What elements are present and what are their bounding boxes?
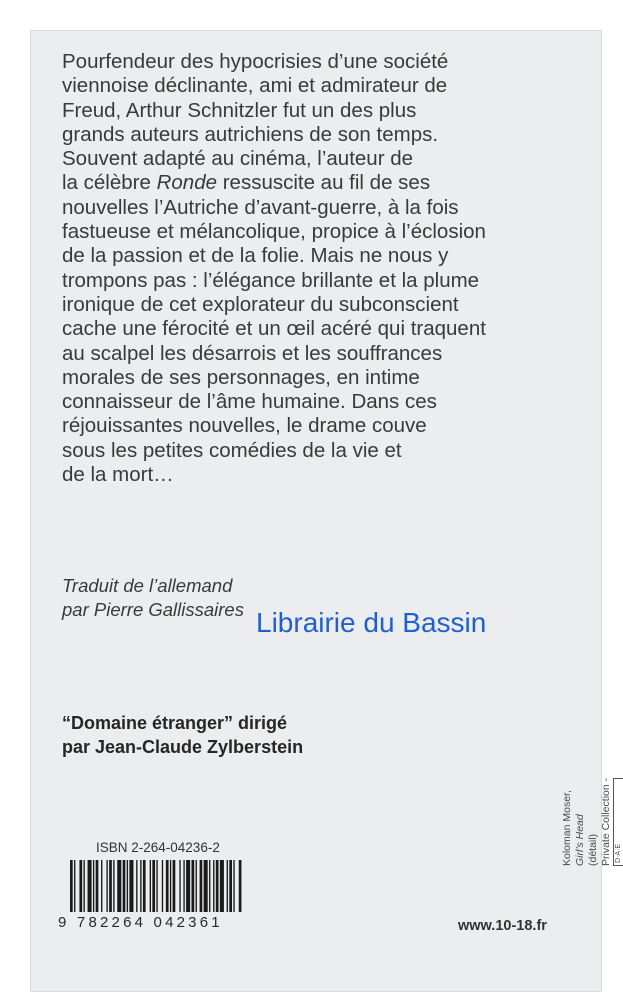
blurb-line: morales de ses personnages, en intime bbox=[62, 365, 420, 389]
book-title-ronde: Ronde bbox=[156, 171, 218, 195]
blurb-text bbox=[62, 50, 582, 487]
barcode bbox=[70, 860, 298, 912]
blurb-line: cache une férocité et un œil acéré qui traquent bbox=[62, 317, 486, 341]
barcode-bar bbox=[162, 860, 163, 912]
blurb-line: Freud, Arthur Schnitzler fut un des plus bbox=[62, 98, 417, 122]
barcode-bar bbox=[96, 860, 99, 912]
translator-credit bbox=[62, 574, 244, 622]
credit-line-2 bbox=[600, 778, 623, 866]
blurb-fragment: ressuscite au fil de ses bbox=[217, 171, 431, 195]
barcode-bar bbox=[196, 860, 197, 912]
barcode-bar bbox=[239, 860, 242, 912]
barcode-bar bbox=[216, 860, 219, 912]
blurb-line: nouvelles l’Autriche d’avant-guerre, à la fois bbox=[62, 195, 459, 219]
credit-artwork-title: Girl’s Head bbox=[574, 814, 586, 866]
blurb-line: connaisseur de l’âme humaine. Dans ces bbox=[62, 390, 437, 414]
barcode-bar bbox=[229, 860, 232, 912]
barcode-bar bbox=[117, 860, 121, 912]
blurb-line: viennoise déclinante, ami et admirateur de bbox=[62, 74, 448, 98]
barcode-bar bbox=[166, 860, 169, 912]
blurb-line bbox=[62, 171, 582, 195]
blurb-line: Souvent adapté au cinéma, l’auteur de bbox=[62, 147, 414, 171]
barcode-bar bbox=[213, 860, 214, 912]
blurb-line: réjouissantes nouvelles, le drame couve bbox=[62, 414, 427, 438]
barcode-bar bbox=[123, 860, 126, 912]
barcode-bar bbox=[74, 860, 75, 912]
blurb-line: de la mort… bbox=[62, 463, 174, 487]
collection-line-1: “Domaine étranger” dirigé bbox=[62, 713, 288, 733]
barcode-bar bbox=[136, 860, 137, 912]
rights-logo: D·A·E bbox=[613, 778, 623, 866]
barcode-bar bbox=[93, 860, 94, 912]
barcode-bar bbox=[220, 860, 224, 912]
barcode-bar bbox=[179, 860, 180, 912]
blurb-line: de la passion et de la folie. Mais ne nous y bbox=[62, 244, 449, 268]
barcode-bar bbox=[88, 860, 92, 912]
barcode-bar bbox=[79, 860, 82, 912]
collection-line-2: par Jean-Claude Zylberstein bbox=[62, 737, 304, 757]
barcode-bar bbox=[152, 860, 155, 912]
barcode-bar bbox=[156, 860, 157, 912]
blurb-line: au scalpel les désarrois et les souffrances bbox=[62, 341, 443, 365]
blurb-line: ironique de cet explorateur du subconscient bbox=[62, 292, 459, 316]
barcode-bar bbox=[101, 860, 102, 912]
credit-artist: Koloman Moser, bbox=[561, 790, 573, 866]
barcode-bar bbox=[186, 860, 190, 912]
blurb-line: grands auteurs autrichiens de son temps. bbox=[62, 122, 439, 146]
barcode-bar bbox=[109, 860, 112, 912]
blurb-line: sous les petites comédies de la vie et bbox=[62, 438, 402, 462]
barcode-bar bbox=[183, 860, 184, 912]
credit-line-1 bbox=[561, 778, 600, 866]
barcode-bar bbox=[192, 860, 195, 912]
barcode-digits: 9 782264 042361 bbox=[58, 914, 223, 931]
translator-line-1: Traduit de l’allemand bbox=[62, 575, 233, 596]
barcode-bar bbox=[227, 860, 228, 912]
collection-credit bbox=[62, 711, 303, 759]
barcode-bar bbox=[70, 860, 73, 912]
barcode-bar bbox=[204, 860, 208, 912]
barcode-bar bbox=[170, 860, 171, 912]
blurb-line: Pourfendeur des hypocrisies d’une société bbox=[62, 50, 449, 73]
publisher-website: www.10-18.fr bbox=[458, 918, 547, 934]
blurb-line: trompons pas : l’élégance brillante et la plume bbox=[62, 268, 480, 292]
barcode-bar bbox=[113, 860, 114, 912]
credit-detail: (détail) bbox=[587, 833, 599, 866]
barcode-bar bbox=[106, 860, 107, 912]
barcode-bar bbox=[143, 860, 146, 912]
barcode-bar bbox=[150, 860, 151, 912]
translator-line-2: par Pierre Gallissaires bbox=[62, 599, 244, 620]
isbn-label: ISBN 2-264-04236-2 bbox=[96, 840, 220, 855]
barcode-bar bbox=[173, 860, 176, 912]
barcode-bar bbox=[127, 860, 128, 912]
credit-collection: Private Collection - bbox=[600, 777, 612, 866]
blurb-line: fastueuse et mélancolique, propice à l’éclosion bbox=[62, 220, 486, 244]
barcode-bar bbox=[233, 860, 234, 912]
barcode-bar bbox=[129, 860, 133, 912]
blurb-fragment: la célèbre bbox=[62, 171, 157, 195]
barcode-bar bbox=[200, 860, 203, 912]
barcode-bar bbox=[84, 860, 85, 912]
barcode-bar bbox=[209, 860, 210, 912]
bookshop-watermark: Librairie du Bassin bbox=[256, 607, 487, 638]
barcode-bar bbox=[140, 860, 141, 912]
